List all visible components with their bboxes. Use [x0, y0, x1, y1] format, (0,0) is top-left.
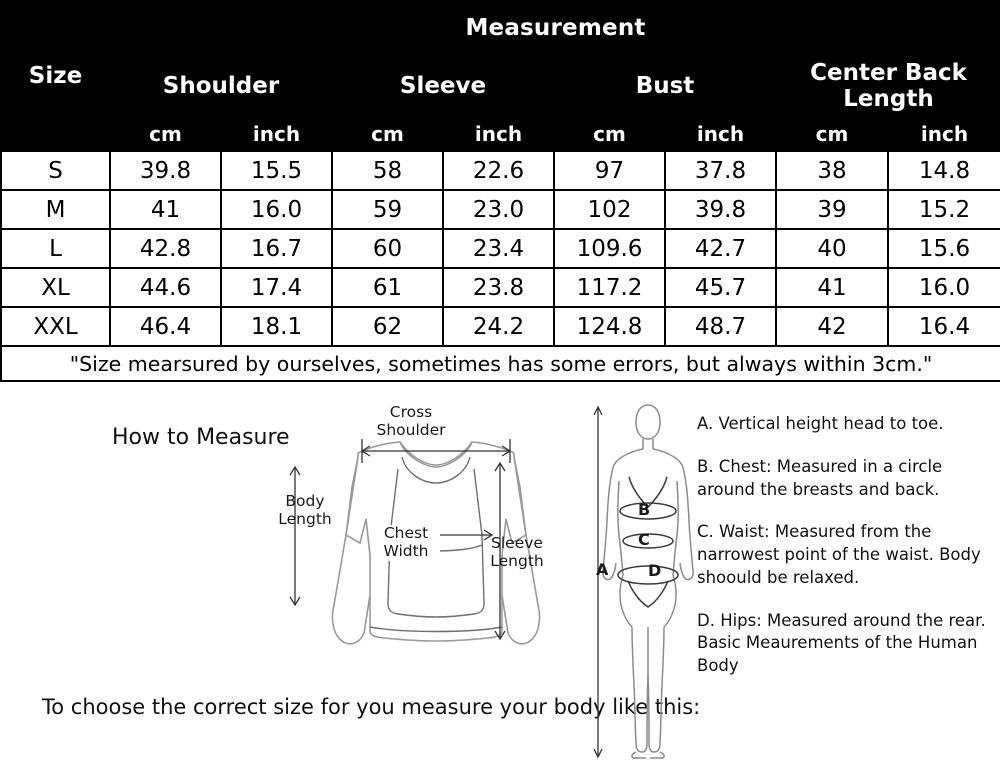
cell-xl-cbl-cm: 41 [776, 268, 888, 307]
label-body-length-line2: Length [278, 509, 332, 528]
row-size-xl: XL [1, 268, 110, 307]
row-size-xxl: XXL [1, 307, 110, 346]
cell-xl-bust-inch: 45.7 [665, 268, 776, 307]
row-size-l: L [1, 229, 110, 268]
table-note-row [1, 346, 1000, 381]
height-measure-marker [594, 407, 602, 757]
cell-s-bust-inch: 37.8 [665, 151, 776, 190]
cell-s-sleeve-cm: 58 [332, 151, 443, 190]
cell-l-bust-inch: 42.7 [665, 229, 776, 268]
label-chest-width-line1: Chest [383, 524, 429, 542]
cell-s-cbl-inch: 14.8 [888, 151, 1000, 190]
label-sleeve-length-line2: Length [490, 551, 544, 570]
label-marker-b: B [638, 500, 651, 519]
how-to-measure-section [0, 385, 1000, 772]
body-length-arrow [290, 467, 300, 605]
body-outline [603, 405, 693, 758]
cell-s-shoulder-cm: 39.8 [110, 151, 221, 190]
header-size: Size [1, 1, 110, 151]
header-unit-shoulder-cm: cm [110, 117, 221, 151]
label-sleeve-length-line1: Sleeve [491, 534, 543, 552]
header-unit-sleeve-cm: cm [332, 117, 443, 151]
row-size-s: S [1, 151, 110, 190]
label-marker-d: D [648, 561, 662, 580]
label-marker-c: C [638, 530, 650, 549]
cell-m-shoulder-cm: 41 [110, 190, 221, 229]
cell-m-sleeve-inch: 23.0 [443, 190, 554, 229]
cell-xl-shoulder-cm: 44.6 [110, 268, 221, 307]
table-row [1, 229, 1000, 268]
table-row [1, 151, 1000, 190]
table-header-row-groups [1, 55, 1000, 117]
cell-s-shoulder-inch: 15.5 [221, 151, 332, 190]
cell-xxl-sleeve-inch: 24.2 [443, 307, 554, 346]
cell-xl-bust-cm: 117.2 [554, 268, 665, 307]
measure-descriptions [697, 413, 997, 698]
cell-l-cbl-cm: 40 [776, 229, 888, 268]
cell-s-bust-cm: 97 [554, 151, 665, 190]
cross-shoulder-arrow [362, 439, 510, 463]
cell-xxl-cbl-cm: 42 [776, 307, 888, 346]
header-group-shoulder: Shoulder [110, 55, 332, 117]
cell-s-cbl-cm: 38 [776, 151, 888, 190]
label-cross-shoulder-line1: Cross [389, 403, 433, 421]
header-group-sleeve: Sleeve [332, 55, 554, 117]
header-group-bust: Bust [554, 55, 776, 117]
cell-xl-sleeve-cm: 61 [332, 268, 443, 307]
label-marker-a: A [596, 560, 609, 579]
header-measurement: Measurement [110, 1, 1000, 55]
description-d: D. Hips: Measured around the rear. Basic Meaurements of the Human Body [697, 610, 986, 676]
row-size-m: M [1, 190, 110, 229]
cell-m-bust-cm: 102 [554, 190, 665, 229]
table-note: "Size mearsured by ourselves, sometimes has some errors, but always within 3cm." [1, 346, 1000, 381]
cell-m-cbl-inch: 15.2 [888, 190, 1000, 229]
cell-l-shoulder-cm: 42.8 [110, 229, 221, 268]
cell-xxl-bust-inch: 48.7 [665, 307, 776, 346]
cell-xl-cbl-inch: 16.0 [888, 268, 1000, 307]
label-cross-shoulder-line2: Shoulder [376, 420, 446, 439]
table-header-row-title [1, 1, 1000, 55]
table-header-row-units [1, 117, 1000, 151]
cell-m-shoulder-inch: 16.0 [221, 190, 332, 229]
label-sleeve-length [480, 535, 554, 571]
header-unit-bust-cm: cm [554, 117, 665, 151]
cell-m-cbl-cm: 39 [776, 190, 888, 229]
label-body-length [268, 493, 342, 529]
size-chart-table-container [0, 0, 1000, 382]
cell-xl-shoulder-inch: 17.4 [221, 268, 332, 307]
description-b: B. Chest: Measured in a circle around the breasts and back. [697, 456, 943, 499]
label-cross-shoulder [366, 404, 456, 440]
choose-size-instruction: To choose the correct size for you measure your body like this: [42, 695, 701, 719]
description-a: A. Vertical height head to toe. [697, 414, 944, 433]
cell-xxl-shoulder-inch: 18.1 [221, 307, 332, 346]
cell-s-sleeve-inch: 22.6 [443, 151, 554, 190]
table-row [1, 190, 1000, 229]
cell-l-sleeve-cm: 60 [332, 229, 443, 268]
label-chest-width [372, 525, 440, 561]
label-chest-width-line2: Width [383, 541, 429, 560]
cell-l-shoulder-inch: 16.7 [221, 229, 332, 268]
cell-m-bust-inch: 39.8 [665, 190, 776, 229]
cell-xxl-cbl-inch: 16.4 [888, 307, 1000, 346]
cell-xxl-bust-cm: 124.8 [554, 307, 665, 346]
table-row [1, 307, 1000, 346]
cell-xxl-sleeve-cm: 62 [332, 307, 443, 346]
table-row [1, 268, 1000, 307]
cell-xl-sleeve-inch: 23.8 [443, 268, 554, 307]
cell-l-cbl-inch: 15.6 [888, 229, 1000, 268]
header-unit-shoulder-inch: inch [221, 117, 332, 151]
cell-xxl-shoulder-cm: 46.4 [110, 307, 221, 346]
size-chart-table [0, 0, 1000, 382]
cell-m-sleeve-cm: 59 [332, 190, 443, 229]
header-group-center-back-length: Center Back Length [776, 55, 1000, 117]
header-unit-sleeve-inch: inch [443, 117, 554, 151]
header-unit-cbl-cm: cm [776, 117, 888, 151]
cell-l-sleeve-inch: 23.4 [443, 229, 554, 268]
how-to-measure-title: How to Measure [112, 425, 290, 450]
description-c: C. Waist: Measured from the narrowest point of the waist. Body shoould be relaxed. [697, 522, 981, 587]
header-unit-bust-inch: inch [665, 117, 776, 151]
header-unit-cbl-inch: inch [888, 117, 1000, 151]
cell-l-bust-cm: 109.6 [554, 229, 665, 268]
label-body-length-line1: Body [285, 492, 325, 510]
